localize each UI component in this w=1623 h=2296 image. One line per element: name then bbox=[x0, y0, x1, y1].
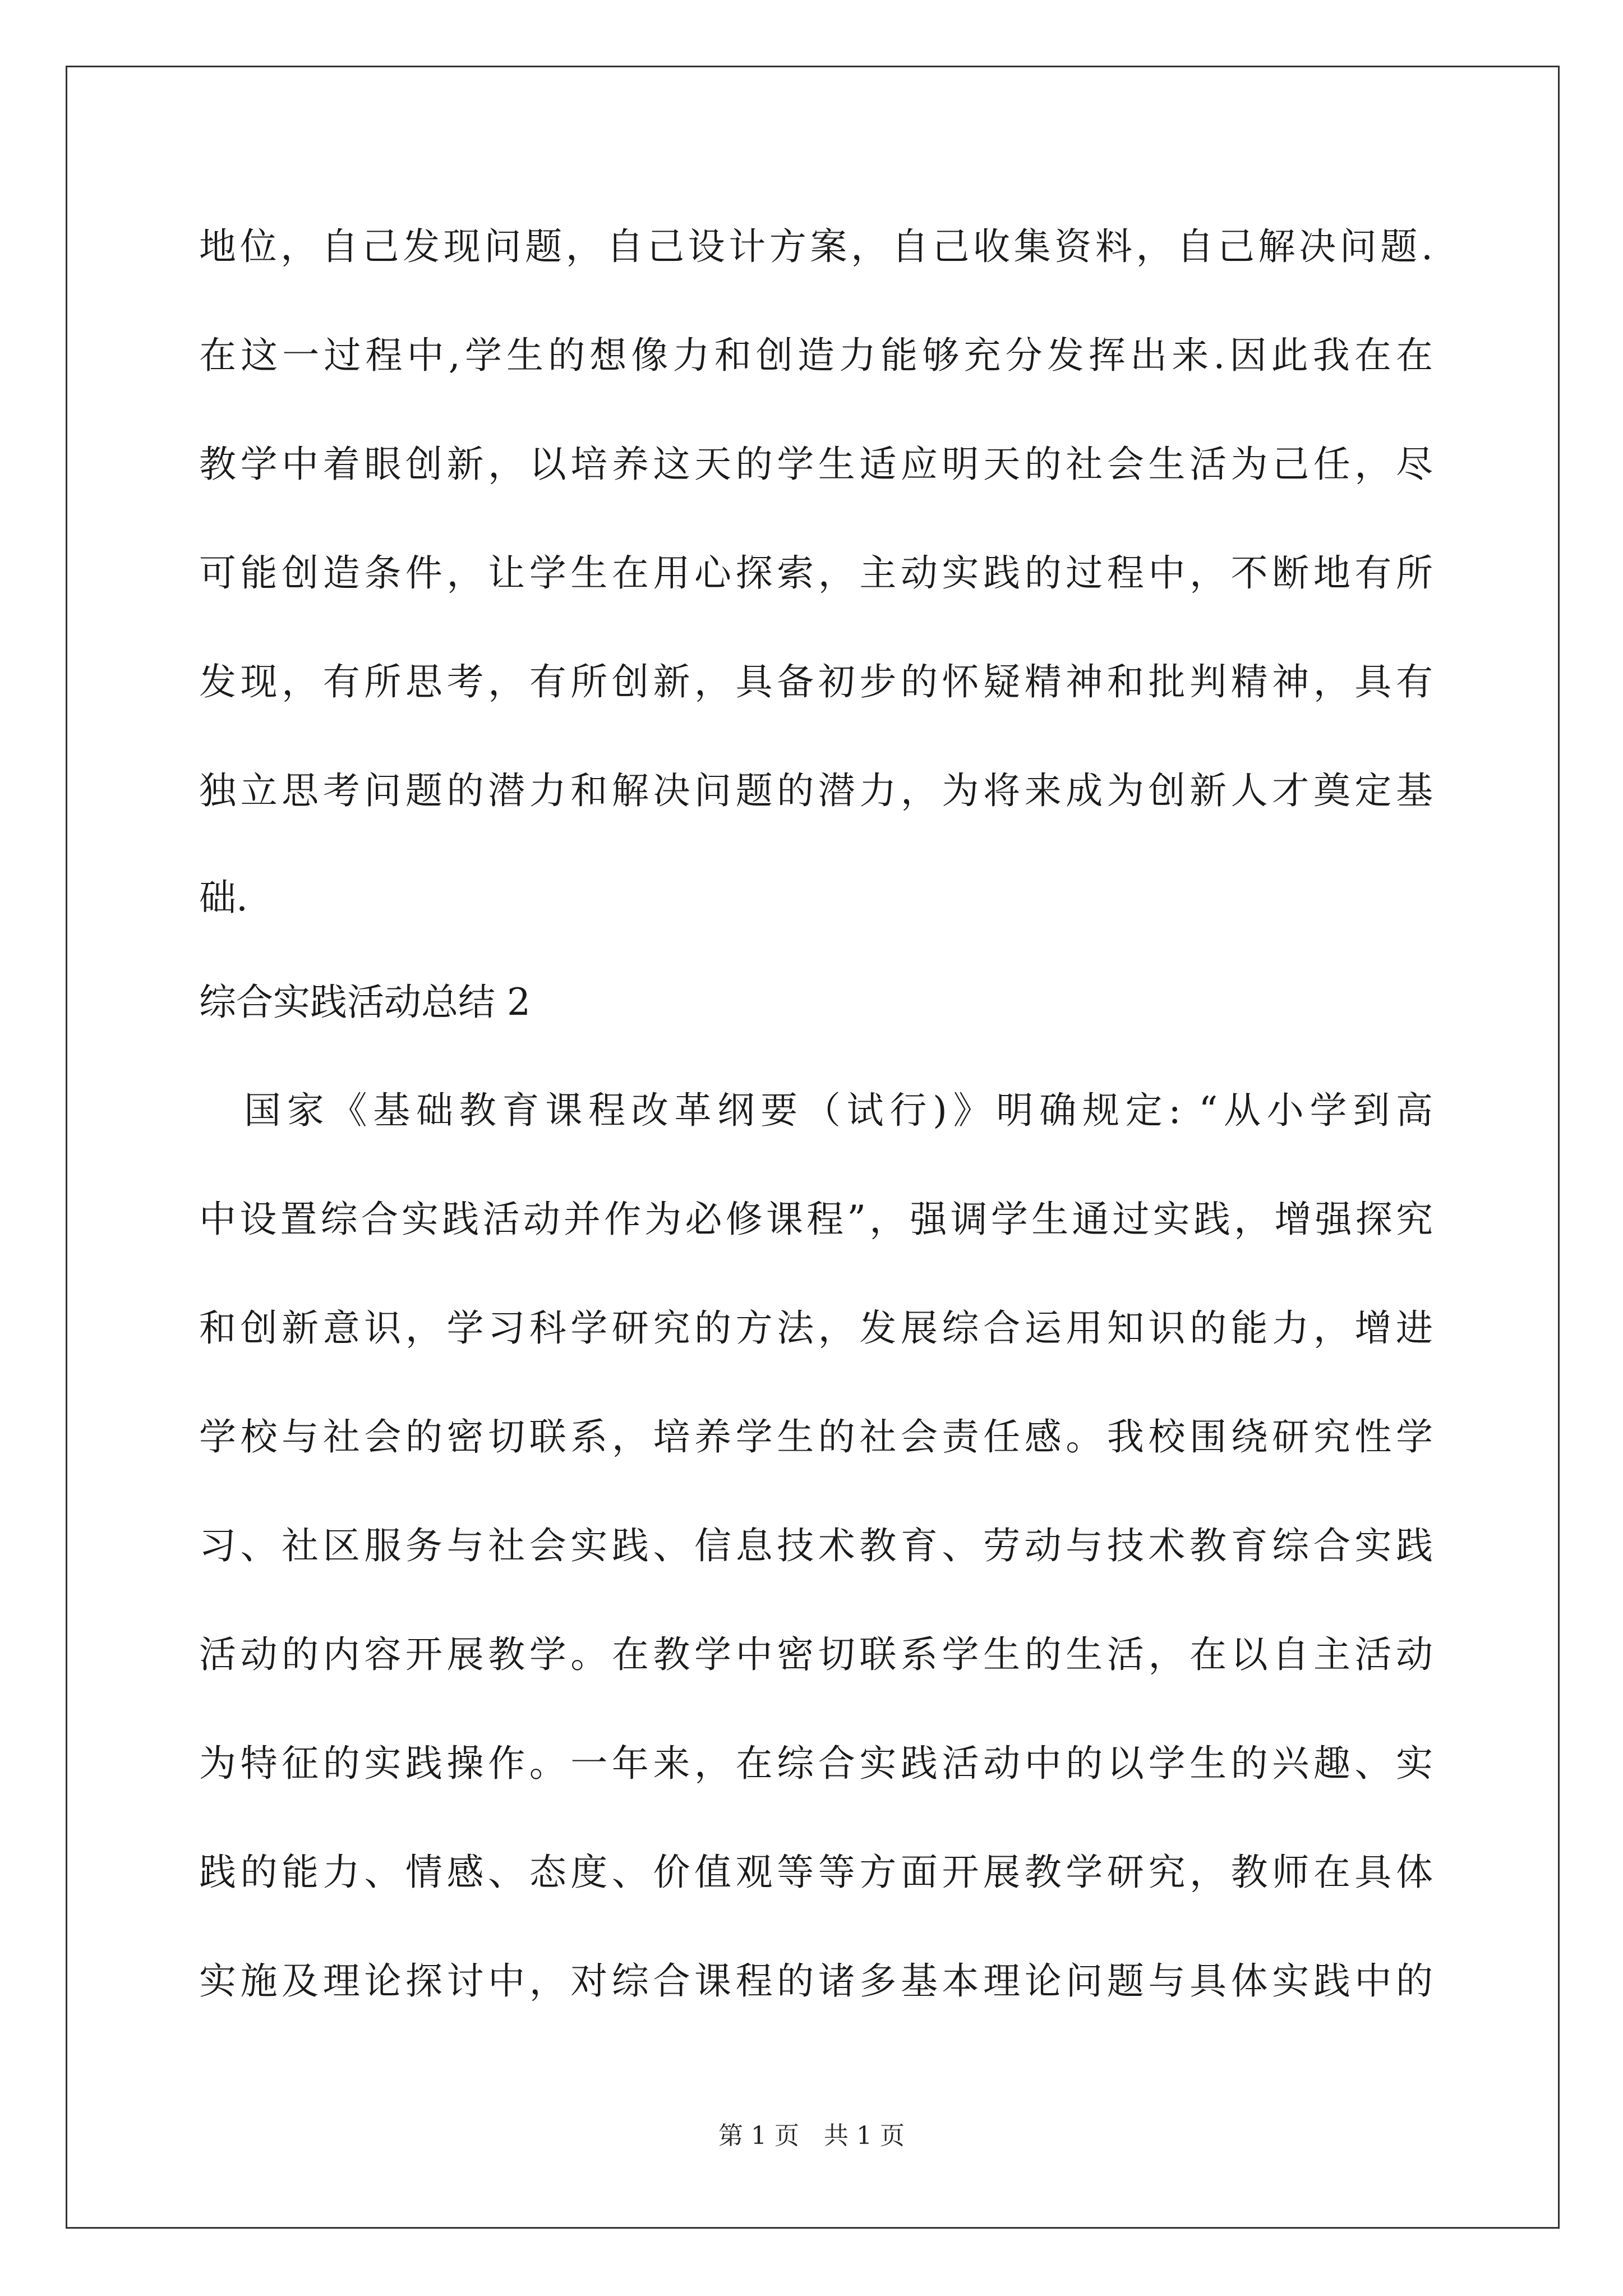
paragraph2-line-1: 国家《基础教育课程改革纲要（试行)》明确规定: “从小学到高 bbox=[244, 1089, 1433, 1132]
page-footer: 第 1 页 共 1 页 bbox=[718, 2122, 905, 2150]
paragraph2-line-5: 习、社区服务与社会实践、信息技术教育、劳动与技术教育综合实践 bbox=[199, 1524, 1433, 1567]
paragraph2-line-8: 践的能力、情感、态度、价值观等等方面开展教学研究，教师在具体 bbox=[199, 1851, 1433, 1894]
paragraph2-line-4: 学校与社会的密切联系，培养学生的社会责任感。我校围绕研究性学 bbox=[199, 1415, 1433, 1458]
section-heading: 综合实践活动总结 2 bbox=[199, 981, 531, 1024]
page-border bbox=[66, 66, 1560, 2229]
paragraph2-line-2: 中设置综合实践活动并作为必修课程”，强调学生通过实践，增强探究 bbox=[199, 1198, 1433, 1241]
body-line-7: 础. bbox=[199, 876, 248, 919]
paragraph2-line-9: 实施及理论探讨中，对综合课程的诸多基本理论问题与具体实践中的 bbox=[199, 1959, 1433, 2003]
paragraph2-line-7: 为特征的实践操作。一年来，在综合实践活动中的以学生的兴趣、实 bbox=[199, 1742, 1433, 1785]
body-line-3: 教学中着眼创新，以培养这天的学生适应明天的社会生活为己任，尽 bbox=[199, 443, 1433, 486]
body-line-1: 地位，自己发现问题，自己设计方案，自己收集资料，自己解决问题. bbox=[199, 225, 1433, 268]
body-line-5: 发现，有所思考，有所创新，具备初步的怀疑精神和批判精神，具有 bbox=[199, 660, 1433, 703]
body-line-2: 在这一过程中,学生的想像力和创造力能够充分发挥出来.因此我在在 bbox=[199, 334, 1433, 377]
body-line-4: 可能创造条件，让学生在用心探索，主动实践的过程中，不断地有所 bbox=[199, 551, 1433, 595]
body-line-6: 独立思考问题的潜力和解决问题的潜力，为将来成为创新人才奠定基 bbox=[199, 769, 1433, 812]
paragraph2-line-6: 活动的内容开展教学。在教学中密切联系学生的生活，在以自主活动 bbox=[199, 1633, 1433, 1676]
paragraph2-line-3: 和创新意识，学习科学研究的方法，发展综合运用知识的能力，增进 bbox=[199, 1306, 1433, 1350]
